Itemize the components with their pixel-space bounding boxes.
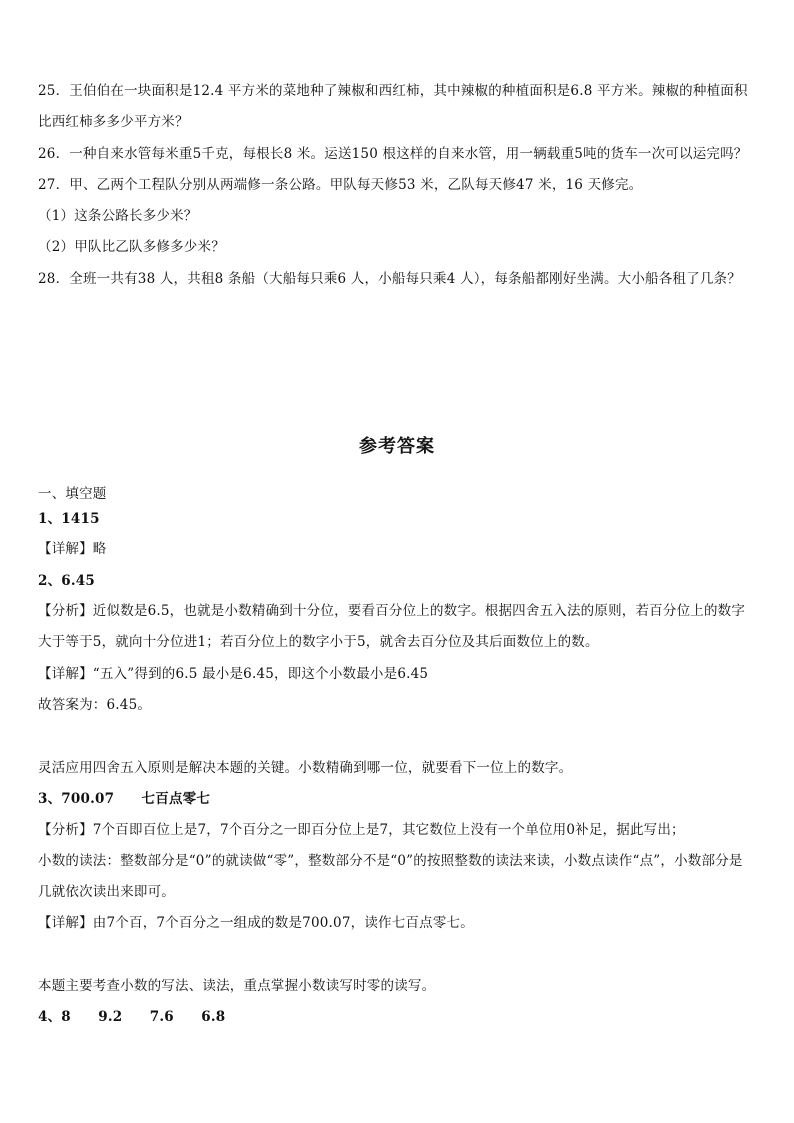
answers-title: 参考答案	[359, 436, 435, 457]
answer-4: 4、8 9.2 7.6 6.8	[38, 1009, 226, 1025]
answer-2-summary: 灵活应用四舍五入原则是解决本题的关键。小数精确到哪一位，就要看下一位上的数字。	[38, 760, 573, 776]
question-28: 28．全班一共有38 人，共租8 条船（大船每只乘6 人，小船每只乘4 人），每条船都刚好坐满。大小船各租了几条？	[38, 271, 741, 287]
answer-3-analysis-line-2: 小数的读法：整数部分是“0”的就读做“零”，整数部分不是“0”的按照整数的读法来读，小数点读作“点”，小数部分是	[38, 853, 743, 869]
answer-3-summary: 本题主要考查小数的写法、读法，重点掌握小数读写时零的读写。	[38, 978, 436, 994]
answer-3-analysis-line-3: 几就依次读出来即可。	[38, 884, 175, 900]
question-26: 26．一种自来水管每米重5千克，每根长8 米。运送150 根这样的自来水管，用一辆载重5吨的货车一次可以运完吗？	[38, 146, 748, 162]
answer-1: 1、1415	[38, 511, 100, 527]
question-25-line-2: 比西红柿多多少平方米？	[38, 114, 189, 130]
answer-3-analysis-line-1: 【分析】7个百即百位上是7，7个百分之一即百分位上是7，其它数位上没有一个单位用0补足，据此写出；	[38, 822, 685, 838]
question-27-part-2: （2）甲队比乙队多修多少米？	[38, 239, 225, 255]
answer-2: 2、6.45	[38, 573, 95, 589]
answer-2-conclusion: 故答案为：6.45。	[38, 697, 152, 713]
section-heading: 一、填空题	[38, 486, 107, 502]
answer-1-detail: 【详解】略	[38, 541, 107, 557]
question-27-part-1: （1）这条公路长多少米？	[38, 208, 198, 224]
question-27: 27．甲、乙两个工程队分别从两端修一条公路。甲队每天修53 米，乙队每天修47 米，16 天修完。	[38, 177, 643, 193]
question-25-line-1: 25．王伯伯在一块面积是12.4 平方米的菜地种了辣椒和西红柿，其中辣椒的种植面积是6.8 平方米。辣椒的种植面积	[38, 83, 748, 99]
answer-2-analysis-line-2: 大于等于5，就向十分位进1；若百分位上的数字小于5，就舍去百分位及其后面数位上的数。	[38, 634, 599, 650]
answer-2-analysis-line-1: 【分析】近似数是6.5，也就是小数精确到十分位，要看百分位上的数字。根据四舍五入法的原则，若百分位上的数字	[38, 603, 746, 619]
answer-3-detail: 【详解】由7个百，7个百分之一组成的数是700.07，读作七百点零七。	[38, 915, 474, 931]
answer-2-detail: 【详解】“五入”得到的6.5 最小是6.45，即这个小数最小是6.45	[38, 666, 429, 682]
answer-3: 3、700.07 七百点零七	[38, 791, 211, 807]
